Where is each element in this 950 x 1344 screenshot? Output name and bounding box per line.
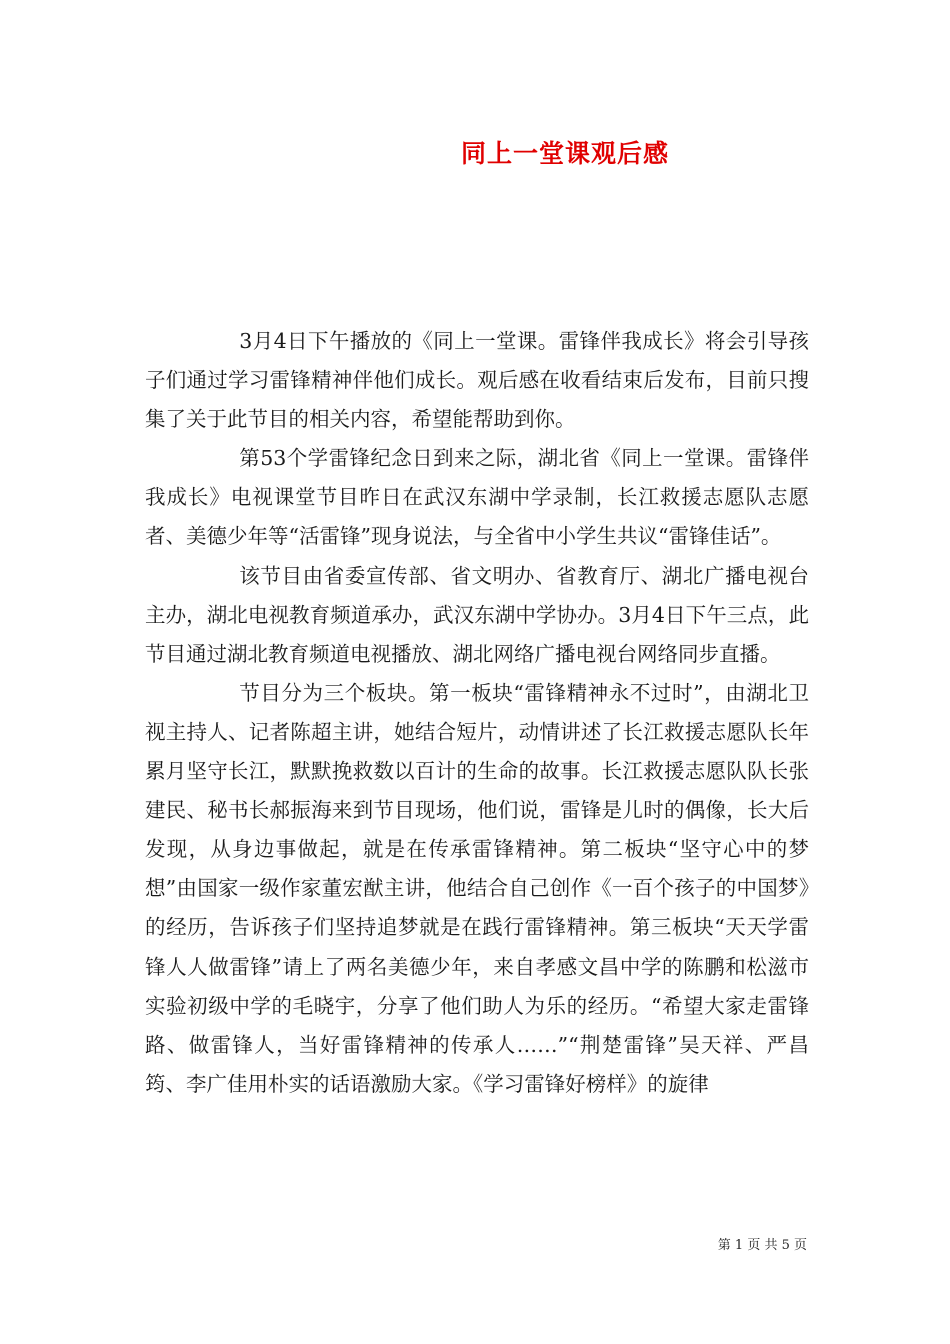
document-body [145,322,809,1104]
page-title: 同上一堂课观后感 [460,139,669,168]
paragraph-3: 该节目由省委宣传部、省文明办、省教育厅、湖北广播电视台主办，湖北电视教育频道承办，武汉东湖中学协办。3月4日下午三点，此节目通过湖北教育频道电视播放、湖北网络广播电视台网络同步直播。 [145,563,809,666]
page-number-footer: 第 1 页 共 5 页 [717,1238,807,1253]
paragraph-1: 3月4日下午播放的《同上一堂课。雷锋伴我成长》将会引导孩子们通过学习雷锋精神伴他们成长。观后感在收看结束后发布，目前只搜集了关于此节目的相关内容，希望能帮助到你。 [145,329,809,432]
paragraph-4: 节目分为三个板块。第一板块“雷锋精神永不过时”，由湖北卫视主持人、记者陈超主讲，她结合短片，动情讲述了长江救援志愿队长年累月坚守长江，默默挽救数以百计的生命的故事。长江救援志愿队队长张建民、秘书长郝振海来到节目现场，他们说，雷锋是儿时的偶像，长大后发现，从身边事做起，就是在传承雷锋精神。第二板块“坚守心中的梦想”由国家一级作家董宏猷主讲，他结合自己创作《一百个孩子的中国梦》的经历，告诉孩子们坚持追梦就是在践行雷锋精神。第三板块“天天学雷锋人人做雷锋”请上了两名美德少年，来自孝感文昌中学的陈鹏和松滋市实验初级中学的毛晓宇，分享了他们助人为乐的经历。“希望大家走雷锋路、做雷锋人，当好雷锋精神的传承人……”“荆楚雷锋”吴天祥、严昌筠、李广佳用朴实的话语激励大家。《学习雷锋好榜样》的旋律 [145,680,809,1096]
paragraph-2: 第53个学雷锋纪念日到来之际，湖北省《同上一堂课。雷锋伴我成长》电视课堂节目昨日在武汉东湖中学录制，长江救援志愿队志愿者、美德少年等“活雷锋”现身说法，与全省中小学生共议“雷锋佳话”。 [145,446,809,549]
